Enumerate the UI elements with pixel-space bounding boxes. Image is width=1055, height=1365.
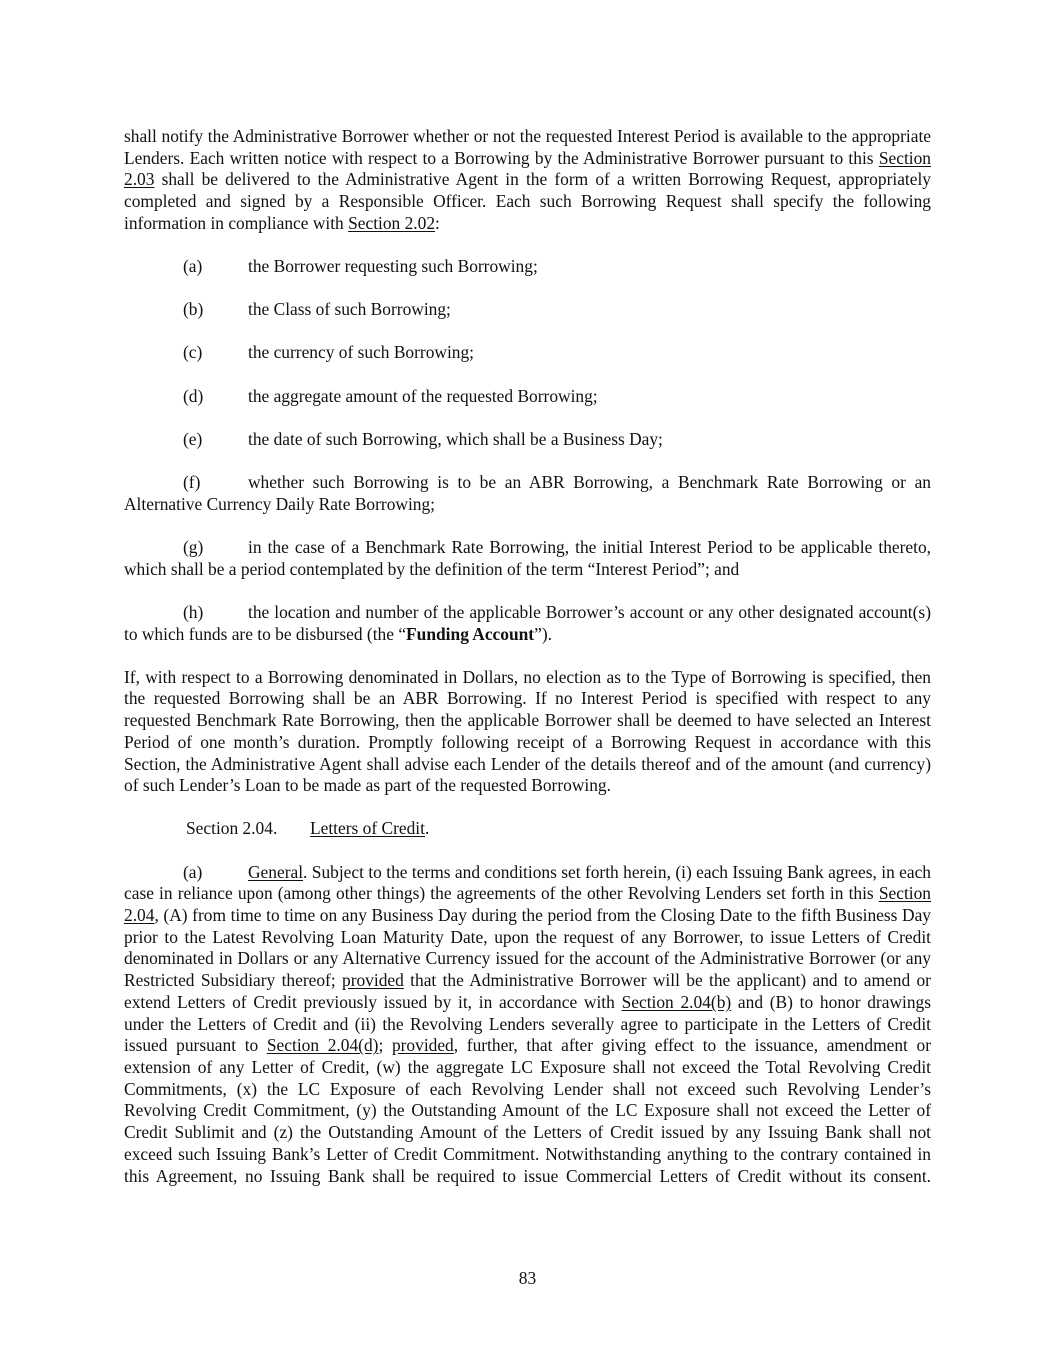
general-heading: General (248, 861, 304, 882)
section-ref-2-02: Section 2.02 (348, 212, 436, 233)
item-text: the date of such Borrowing, which shall be a Business Day; (248, 428, 663, 449)
item-text: the Borrower requesting such Borrowing; (248, 256, 538, 277)
intro-paragraph (124, 126, 931, 235)
followup-paragraph: If, with respect to a Borrowing denominated in Dollars, no election as to the Type of Borrowing is specified, then the requested Borrowing shall be an ABR Borrowing. If no Interest Period is specified with respect to any requested Benchmark Rate Borrowing, then the applicable Borrower shall be deemed to have selected an Interest Period of one month’s duration. Promptly following receipt of a Borrowing Request in accordance with this Section, the Administrative Agent shall advise each Lender of the details thereof and of the amount (and currency) of such Lender’s Loan to be made as part of the requested Borrowing. (124, 666, 931, 796)
provided-term: provided (342, 970, 404, 991)
item-text: the aggregate amount of the requested Borrowing; (248, 385, 598, 406)
document-page (124, 126, 931, 1187)
general-text: . Subject to the terms and conditions set forth herein, (i) each Issuing Bank agrees, in each case in reliance upon (among other things) the agreements of the other Revolving Lenders set forth in this (124, 861, 931, 904)
defined-term-funding-account: Funding Account (406, 623, 535, 644)
item-text: the location and number of the applicable Borrower’s account or any other designated account(s) to which funds are to be disbursed (the “ (124, 601, 931, 644)
general-text: and (B) to honor drawings under the Letters of Credit and (ii) the Revolving Lenders severally agree to participate in the Letters of Credit issued pursuant to (124, 991, 931, 1056)
item-label: (c) (183, 342, 203, 363)
general-text: , further, that after giving effect to the issuance, amendment or extension of any Letter of Credit, (w) the aggregate LC Exposure shall not exceed the Total Revolving Credit Commitments, (x) the LC Exposure of each Revolving Lender shall not exceed such Revolving Lender’s Revolving Credit Commitment, (y) the Outstanding Amount of the LC Exposure shall not exceed the Letter of Credit Sublimit and (z) the Outstanding Amount of the Letters of Credit issued by any Issuing Bank shall not exceed such Issuing Bank’s Letter of Credit Commitment. Notwithstanding anything to the contrary contained in this Agreement, no Issuing Bank shall be required to issue Commercial Letters of Credit without its consent. (124, 1035, 931, 1186)
general-text: , (A) from time to time on any Business Day during the period from the Closing Date to the fifth Business Day prior to the Latest Revolving Loan Maturity Date, upon the request of any Borrower, to issue Letters of Credit denominated in Dollars or any Alternative Currency issued for the account of the Administrative Borrower (or any Restricted Subsidiary thereof; (124, 905, 931, 991)
list-item-a (124, 256, 931, 278)
list-item-c (124, 342, 931, 364)
section-heading (124, 818, 931, 840)
item-label: (f) (183, 472, 201, 493)
item-label: (g) (183, 536, 204, 557)
list-item-g (124, 537, 931, 580)
item-label: (a) (183, 256, 203, 277)
intro-text: : (435, 212, 440, 233)
list-item-h (124, 602, 931, 645)
provided-term: provided (391, 1035, 454, 1056)
list-item-d (124, 386, 931, 408)
section-number: Section 2.04. (186, 818, 278, 839)
section-ref-2-03: Section 2.03 (124, 147, 931, 190)
section-title: Letters of Credit (310, 818, 425, 839)
item-text: in the case of a Benchmark Rate Borrowing, the initial Interest Period to be applicable thereto, which shall be a period contemplated by the definition of the term “Interest Period”; and (124, 536, 931, 579)
item-label: (a) (183, 861, 203, 882)
general-paragraph (124, 862, 931, 1188)
item-text: ”). (534, 623, 552, 644)
item-label: (h) (183, 601, 204, 622)
intro-text: shall be delivered to the Administrative Agent in the form of a written Borrowing Request, appropriately completed and signed by a Responsible Officer. Each such Borrowing Request shall specify the following information in compliance with (124, 169, 931, 233)
general-text: that the Administrative Borrower will be the applicant) and to amend or extend Letters of Credit previously issued by it, in accordance with (124, 970, 931, 1012)
item-text: the Class of such Borrowing; (248, 299, 451, 320)
section-title-period: . (424, 818, 430, 839)
section-ref-2-04-b: Section 2.04(b) (621, 991, 732, 1012)
item-label: (e) (183, 428, 203, 449)
list-item-e (124, 429, 931, 451)
section-ref-2-04: Section 2.04 (124, 883, 931, 926)
list-item-b (124, 299, 931, 321)
section-ref-2-04-d: Section 2.04(d) (266, 1035, 379, 1056)
item-text: the currency of such Borrowing; (248, 342, 475, 363)
item-label: (b) (183, 299, 204, 320)
general-text: ; (378, 1035, 392, 1056)
item-label: (d) (183, 385, 204, 406)
intro-text: shall notify the Administrative Borrower whether or not the requested Interest Period is available to the appropriate Lenders. Each written notice with respect to a Borrowing by the Administrative Borrower pursuant to this (124, 126, 931, 168)
list-item-f (124, 472, 931, 515)
page-number: 83 (518, 1268, 537, 1288)
item-text: whether such Borrowing is to be an ABR Borrowing, a Benchmark Rate Borrowing or an Alternative Currency Daily Rate Borrowing; (124, 472, 931, 514)
